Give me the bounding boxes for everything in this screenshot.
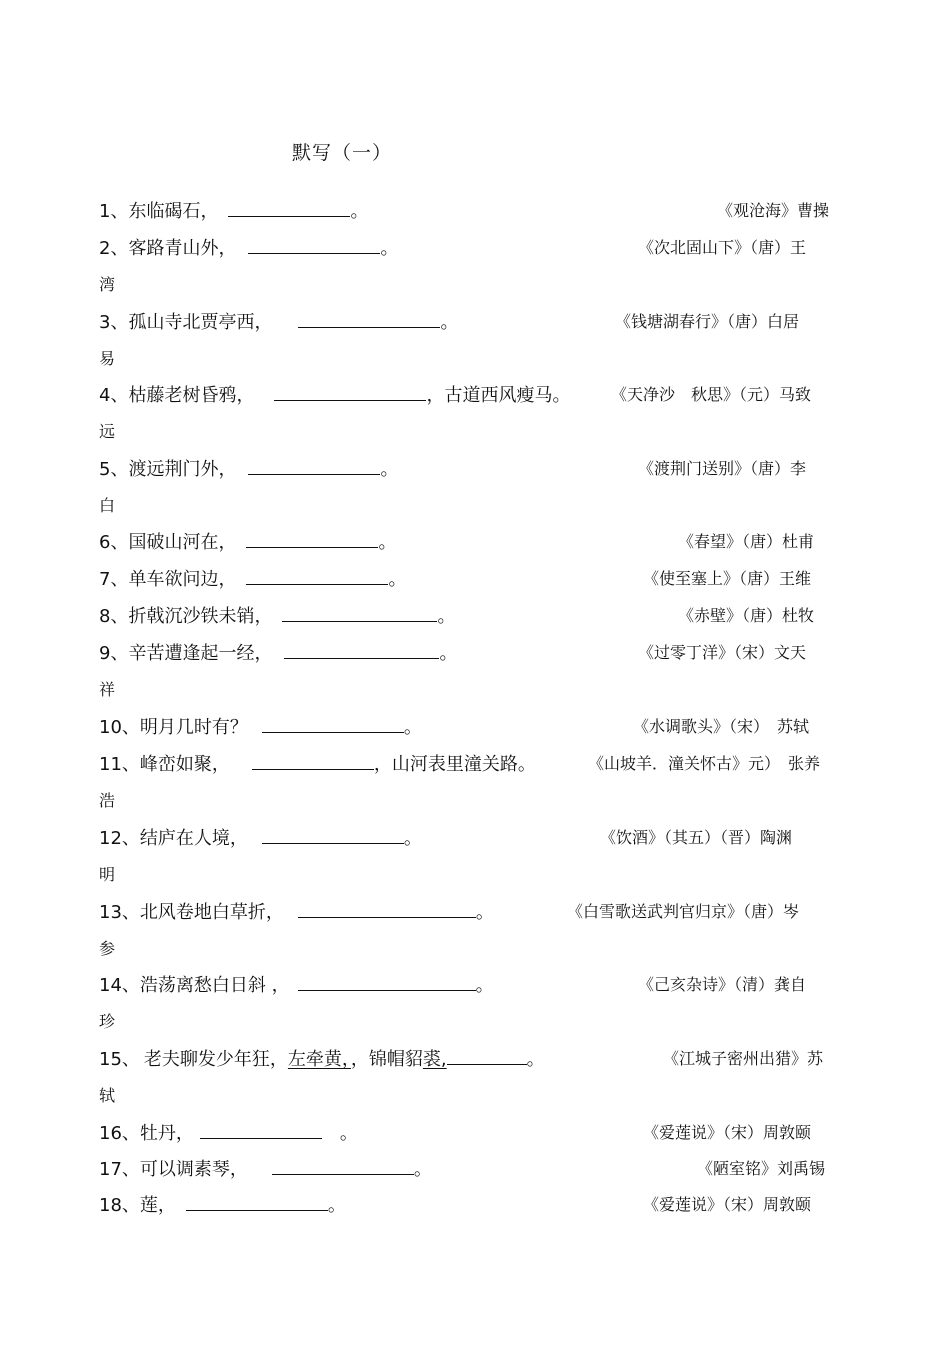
source-wrap: 明 xyxy=(99,865,116,884)
answer-blank[interactable] xyxy=(282,603,437,622)
poem-source: 《春望》（唐）杜甫 xyxy=(678,532,815,551)
question-number: 7、 xyxy=(99,569,129,590)
question-text: 牡丹， xyxy=(139,1123,194,1144)
answer-blank[interactable] xyxy=(246,529,378,548)
question-number: 18、 xyxy=(99,1195,140,1216)
question-number: 13、 xyxy=(99,902,140,923)
source-wrap: 浩 xyxy=(99,791,116,810)
poem-source: 《使至塞上》（唐）王维 xyxy=(643,569,812,588)
poem-source: 《渡荆门送别》（唐）李 xyxy=(638,459,807,478)
question-number: 9、 xyxy=(99,643,129,664)
question-text: 东临碣石， xyxy=(128,201,219,222)
question-17 xyxy=(99,1156,432,1182)
poem-source: 《山坡羊．潼关怀古》元） 张养 xyxy=(588,754,821,773)
poem-source: 《天净沙 秋思》（元）马致 xyxy=(611,385,812,404)
question-tail: 。 xyxy=(403,717,422,738)
question-tail: 。 xyxy=(403,828,422,849)
question-tail: ，山河表里潼关路。 xyxy=(373,754,536,775)
question-16 xyxy=(99,1120,358,1146)
question-tail: 。 xyxy=(380,459,399,480)
question-tail: 。 xyxy=(350,201,369,222)
question-14 xyxy=(99,972,494,998)
question-6 xyxy=(99,529,396,555)
question-tail: 。 xyxy=(388,569,407,590)
question-2 xyxy=(99,235,398,261)
question-text: 枯藤老树昏鸦， xyxy=(128,385,255,406)
question-15 xyxy=(99,1046,545,1072)
question-9 xyxy=(99,640,457,666)
question-text: 孤山寺北贾亭西， xyxy=(128,312,273,333)
answer-blank[interactable] xyxy=(262,714,404,733)
question-number: 8、 xyxy=(99,606,129,627)
question-text: 明月几时有？ xyxy=(139,717,248,738)
question-tail: 。 xyxy=(439,643,458,664)
question-text: 国破山河在， xyxy=(128,532,237,553)
question-number: 14、 xyxy=(99,975,140,996)
question-tail: 。 xyxy=(327,1195,346,1216)
answer-blank[interactable] xyxy=(298,309,440,328)
question-text-middle: ，锦帽貂 xyxy=(350,1049,423,1070)
question-13 xyxy=(99,899,494,925)
source-wrap: 湾 xyxy=(99,275,116,294)
question-text: 莲， xyxy=(139,1195,176,1216)
question-tail: 。 xyxy=(380,238,399,259)
question-3 xyxy=(99,309,458,335)
question-text: 浩荡离愁白日斜 ， xyxy=(139,975,290,996)
poem-source: 《爱莲说》（宋）周敦颐 xyxy=(643,1123,812,1142)
question-text: 峰峦如聚， xyxy=(139,754,230,775)
question-8 xyxy=(99,603,455,629)
question-number: 6、 xyxy=(99,532,129,553)
question-10 xyxy=(99,714,422,740)
question-text: 结庐在人境， xyxy=(139,828,248,849)
source-wrap: 轼 xyxy=(99,1086,116,1105)
question-number: 3、 xyxy=(99,312,129,333)
poem-source: 《钱塘湖春行》（唐）白居 xyxy=(615,312,800,331)
question-4 xyxy=(99,382,570,408)
poem-source: 《过零丁洋》（宋）文天 xyxy=(638,643,807,662)
answer-blank[interactable] xyxy=(200,1120,322,1139)
answer-blank[interactable] xyxy=(248,235,380,254)
question-text: 北风卷地白草折， xyxy=(139,902,284,923)
question-7 xyxy=(99,566,406,592)
question-number: 11、 xyxy=(99,754,140,775)
question-number: 5、 xyxy=(99,459,129,480)
question-number: 2、 xyxy=(99,238,129,259)
question-text: 单车欲问边， xyxy=(128,569,237,590)
question-tail: 。 xyxy=(378,532,397,553)
question-tail: ，古道西风瘦马。 xyxy=(426,385,571,406)
question-number: 15、 xyxy=(99,1049,140,1070)
question-18 xyxy=(99,1192,346,1218)
question-number: 4、 xyxy=(99,385,129,406)
question-number: 16、 xyxy=(99,1123,140,1144)
poem-source: 《陋室铭》刘禹锡 xyxy=(697,1159,826,1178)
question-tail: 。 xyxy=(321,1123,358,1144)
source-wrap: 珍 xyxy=(99,1012,116,1031)
underlined-phrase: 裘, xyxy=(422,1049,447,1070)
question-text: 客路青山外， xyxy=(128,238,237,259)
question-5 xyxy=(99,456,398,482)
poem-source: 《江城子密州出猎》苏 xyxy=(663,1049,824,1068)
answer-blank[interactable] xyxy=(272,1156,414,1175)
answer-blank[interactable] xyxy=(447,1046,527,1065)
source-wrap: 参 xyxy=(99,939,116,958)
answer-blank[interactable] xyxy=(284,640,439,659)
answer-blank[interactable] xyxy=(248,456,380,475)
answer-blank[interactable] xyxy=(274,382,426,401)
question-text: 辛苦遭逢起一经， xyxy=(128,643,273,664)
question-text: 可以调素琴， xyxy=(139,1159,248,1180)
question-number: 17、 xyxy=(99,1159,140,1180)
answer-blank[interactable] xyxy=(246,566,388,585)
source-wrap: 祥 xyxy=(99,680,116,699)
question-text: 折戟沉沙铁未销， xyxy=(128,606,273,627)
poem-source: 《水调歌头》（宋） 苏轼 xyxy=(633,717,810,736)
underlined-phrase: 左牵黄， xyxy=(287,1049,351,1070)
source-wrap: 远 xyxy=(99,422,116,441)
question-number: 1、 xyxy=(99,201,129,222)
answer-blank[interactable] xyxy=(298,972,476,991)
question-text: 渡远荆门外， xyxy=(128,459,237,480)
source-wrap: 易 xyxy=(99,349,116,368)
question-tail: 。 xyxy=(475,902,494,923)
question-tail: 。 xyxy=(440,312,459,333)
answer-blank[interactable] xyxy=(186,1192,328,1211)
poem-source: 《己亥杂诗》（清）龚自 xyxy=(638,975,807,994)
poem-source: 《饮酒》（其五）（晋）陶渊 xyxy=(600,828,793,847)
question-tail: 。 xyxy=(475,975,494,996)
question-12 xyxy=(99,825,422,851)
answer-blank[interactable] xyxy=(252,751,374,770)
question-tail: 。 xyxy=(526,1049,545,1070)
poem-source: 《次北固山下》（唐）王 xyxy=(638,238,807,257)
answer-blank[interactable] xyxy=(262,825,404,844)
poem-source: 《白雪歌送武判官归京》（唐）岑 xyxy=(567,902,800,921)
poem-source: 《赤壁》（唐）杜牧 xyxy=(678,606,815,625)
question-number: 10、 xyxy=(99,717,140,738)
question-tail: 。 xyxy=(437,606,456,627)
poem-source: 《爱莲说》（宋）周敦颐 xyxy=(643,1195,812,1214)
question-11 xyxy=(99,751,536,777)
page-title: 默写（一） xyxy=(292,142,393,164)
question-number: 12、 xyxy=(99,828,140,849)
answer-blank[interactable] xyxy=(298,899,476,918)
question-tail: 。 xyxy=(413,1159,432,1180)
poem-source: 《观沧海》曹操 xyxy=(717,201,830,220)
source-wrap: 白 xyxy=(99,496,116,515)
answer-blank[interactable] xyxy=(228,198,350,217)
question-text: 老夫聊发少年狂， xyxy=(143,1049,288,1070)
question-1 xyxy=(99,198,368,224)
